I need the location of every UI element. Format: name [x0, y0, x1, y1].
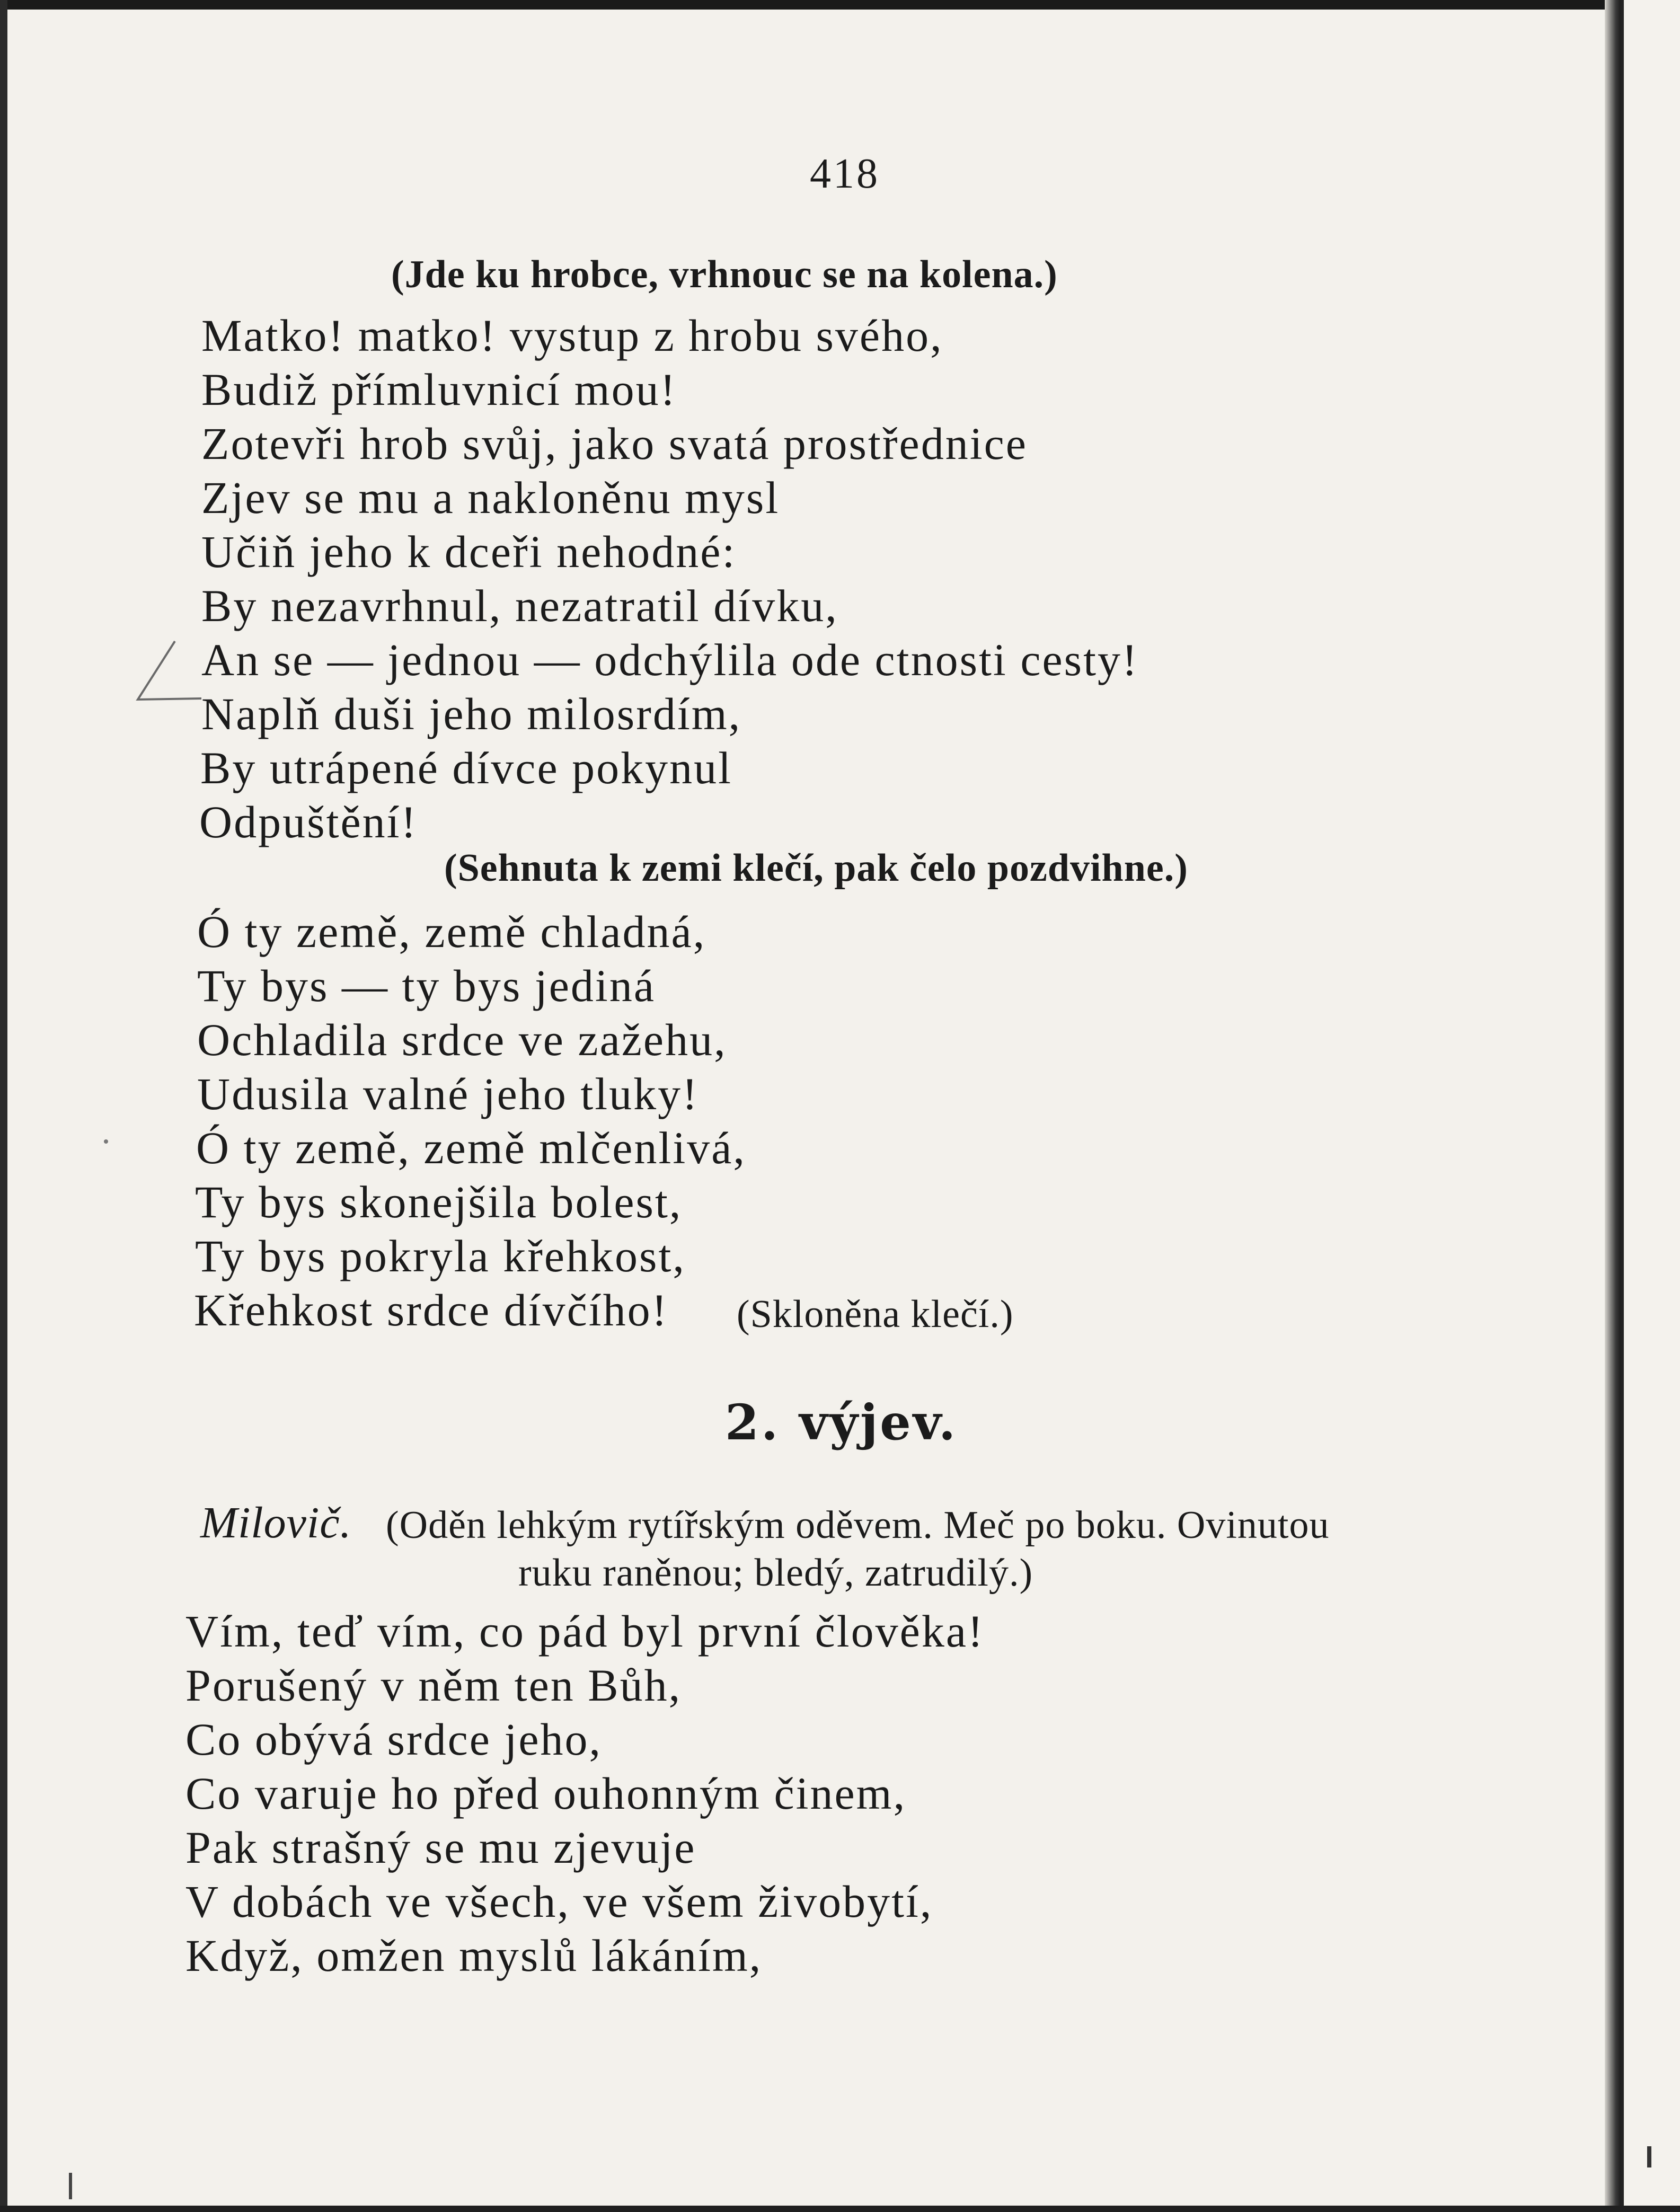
verse-line: Matko! matko! vystup z hrobu svého, [201, 310, 943, 361]
verse-line: Odpuštění! [199, 797, 418, 847]
scan-artifact-mark-right [1647, 2146, 1651, 2167]
adjacent-page-edge [1621, 0, 1680, 2212]
verse-line: Zotevři hrob svůj, jako svatá prostřednice [201, 418, 1028, 469]
speaker-name: Milovič. [200, 1498, 352, 1547]
page-gutter-shadow [1605, 0, 1621, 2212]
verse-line: Křehkost srdce dívčího! [194, 1285, 669, 1335]
speaker-stage-direction: (Oděn lehkým rytířským oděvem. Meč po boku. Ovinutou [386, 1503, 1330, 1547]
speaker-stage-direction-cont: ruku raněnou; bledý, zatrudilý.) [518, 1551, 1033, 1595]
verse-line: Ty bys skonejšila bolest, [195, 1176, 683, 1227]
scan-edge-left [0, 0, 7, 2212]
verse-line: Pak strašný se mu zjevuje [185, 1822, 696, 1873]
verse-line: Učiň jeho k dceři nehodné: [201, 526, 737, 577]
verse-line: Když, omžen myslů lákáním, [185, 1930, 763, 1981]
verse-line: Ty bys — ty bys jediná [197, 960, 656, 1011]
scan-edge-bottom [0, 2206, 1680, 2212]
scan-edge-top [0, 0, 1680, 10]
verse-line: Ó ty země, země mlčenlivá, [196, 1122, 746, 1173]
verse-line: Porušený v něm ten Bůh, [185, 1660, 682, 1711]
verse-line: Vím, teď vím, co pád byl první člověka! [185, 1606, 985, 1657]
scan-artifact-mark [69, 2173, 72, 2199]
verse-line: An se — jednou — odchýlila ode ctnosti cesty! [201, 634, 1139, 685]
verse-line: Budiž přímluvnicí mou! [201, 364, 677, 415]
verse-line: Ochladila srdce ve zažehu, [197, 1014, 727, 1065]
stage-direction-inline: (Skloněna klečí.) [737, 1293, 1014, 1336]
verse-line: V dobách ve všech, ve všem živobytí, [185, 1876, 933, 1927]
verse-line: Zjev se mu a nakloněnu mysl [201, 472, 780, 523]
page-number: 418 [810, 151, 880, 197]
pencil-margin-mark [127, 631, 207, 715]
stage-direction: (Sehnuta k zemi klečí, pak čelo pozdvihne.) [444, 846, 1188, 890]
verse-line: Ó ty země, země chladná, [197, 906, 706, 957]
stage-direction: (Jde ku hrobce, vrhnouc se na kolena.) [391, 253, 1058, 296]
verse-line: By nezavrhnul, nezatratil dívku, [201, 580, 838, 631]
scene-title: 2. výjev. [725, 1394, 958, 1451]
verse-line: Co obývá srdce jeho, [185, 1714, 603, 1765]
verse-line: Ty bys pokryla křehkost, [195, 1231, 686, 1281]
verse-line: Co varuje ho před ouhonným činem, [185, 1768, 907, 1819]
verse-line: Naplň duši jeho milosrdím, [201, 688, 742, 739]
margin-dot [104, 1139, 108, 1144]
verse-line: Udusila valné jeho tluky! [197, 1068, 699, 1119]
verse-line: By utrápené dívce pokynul [200, 742, 733, 793]
